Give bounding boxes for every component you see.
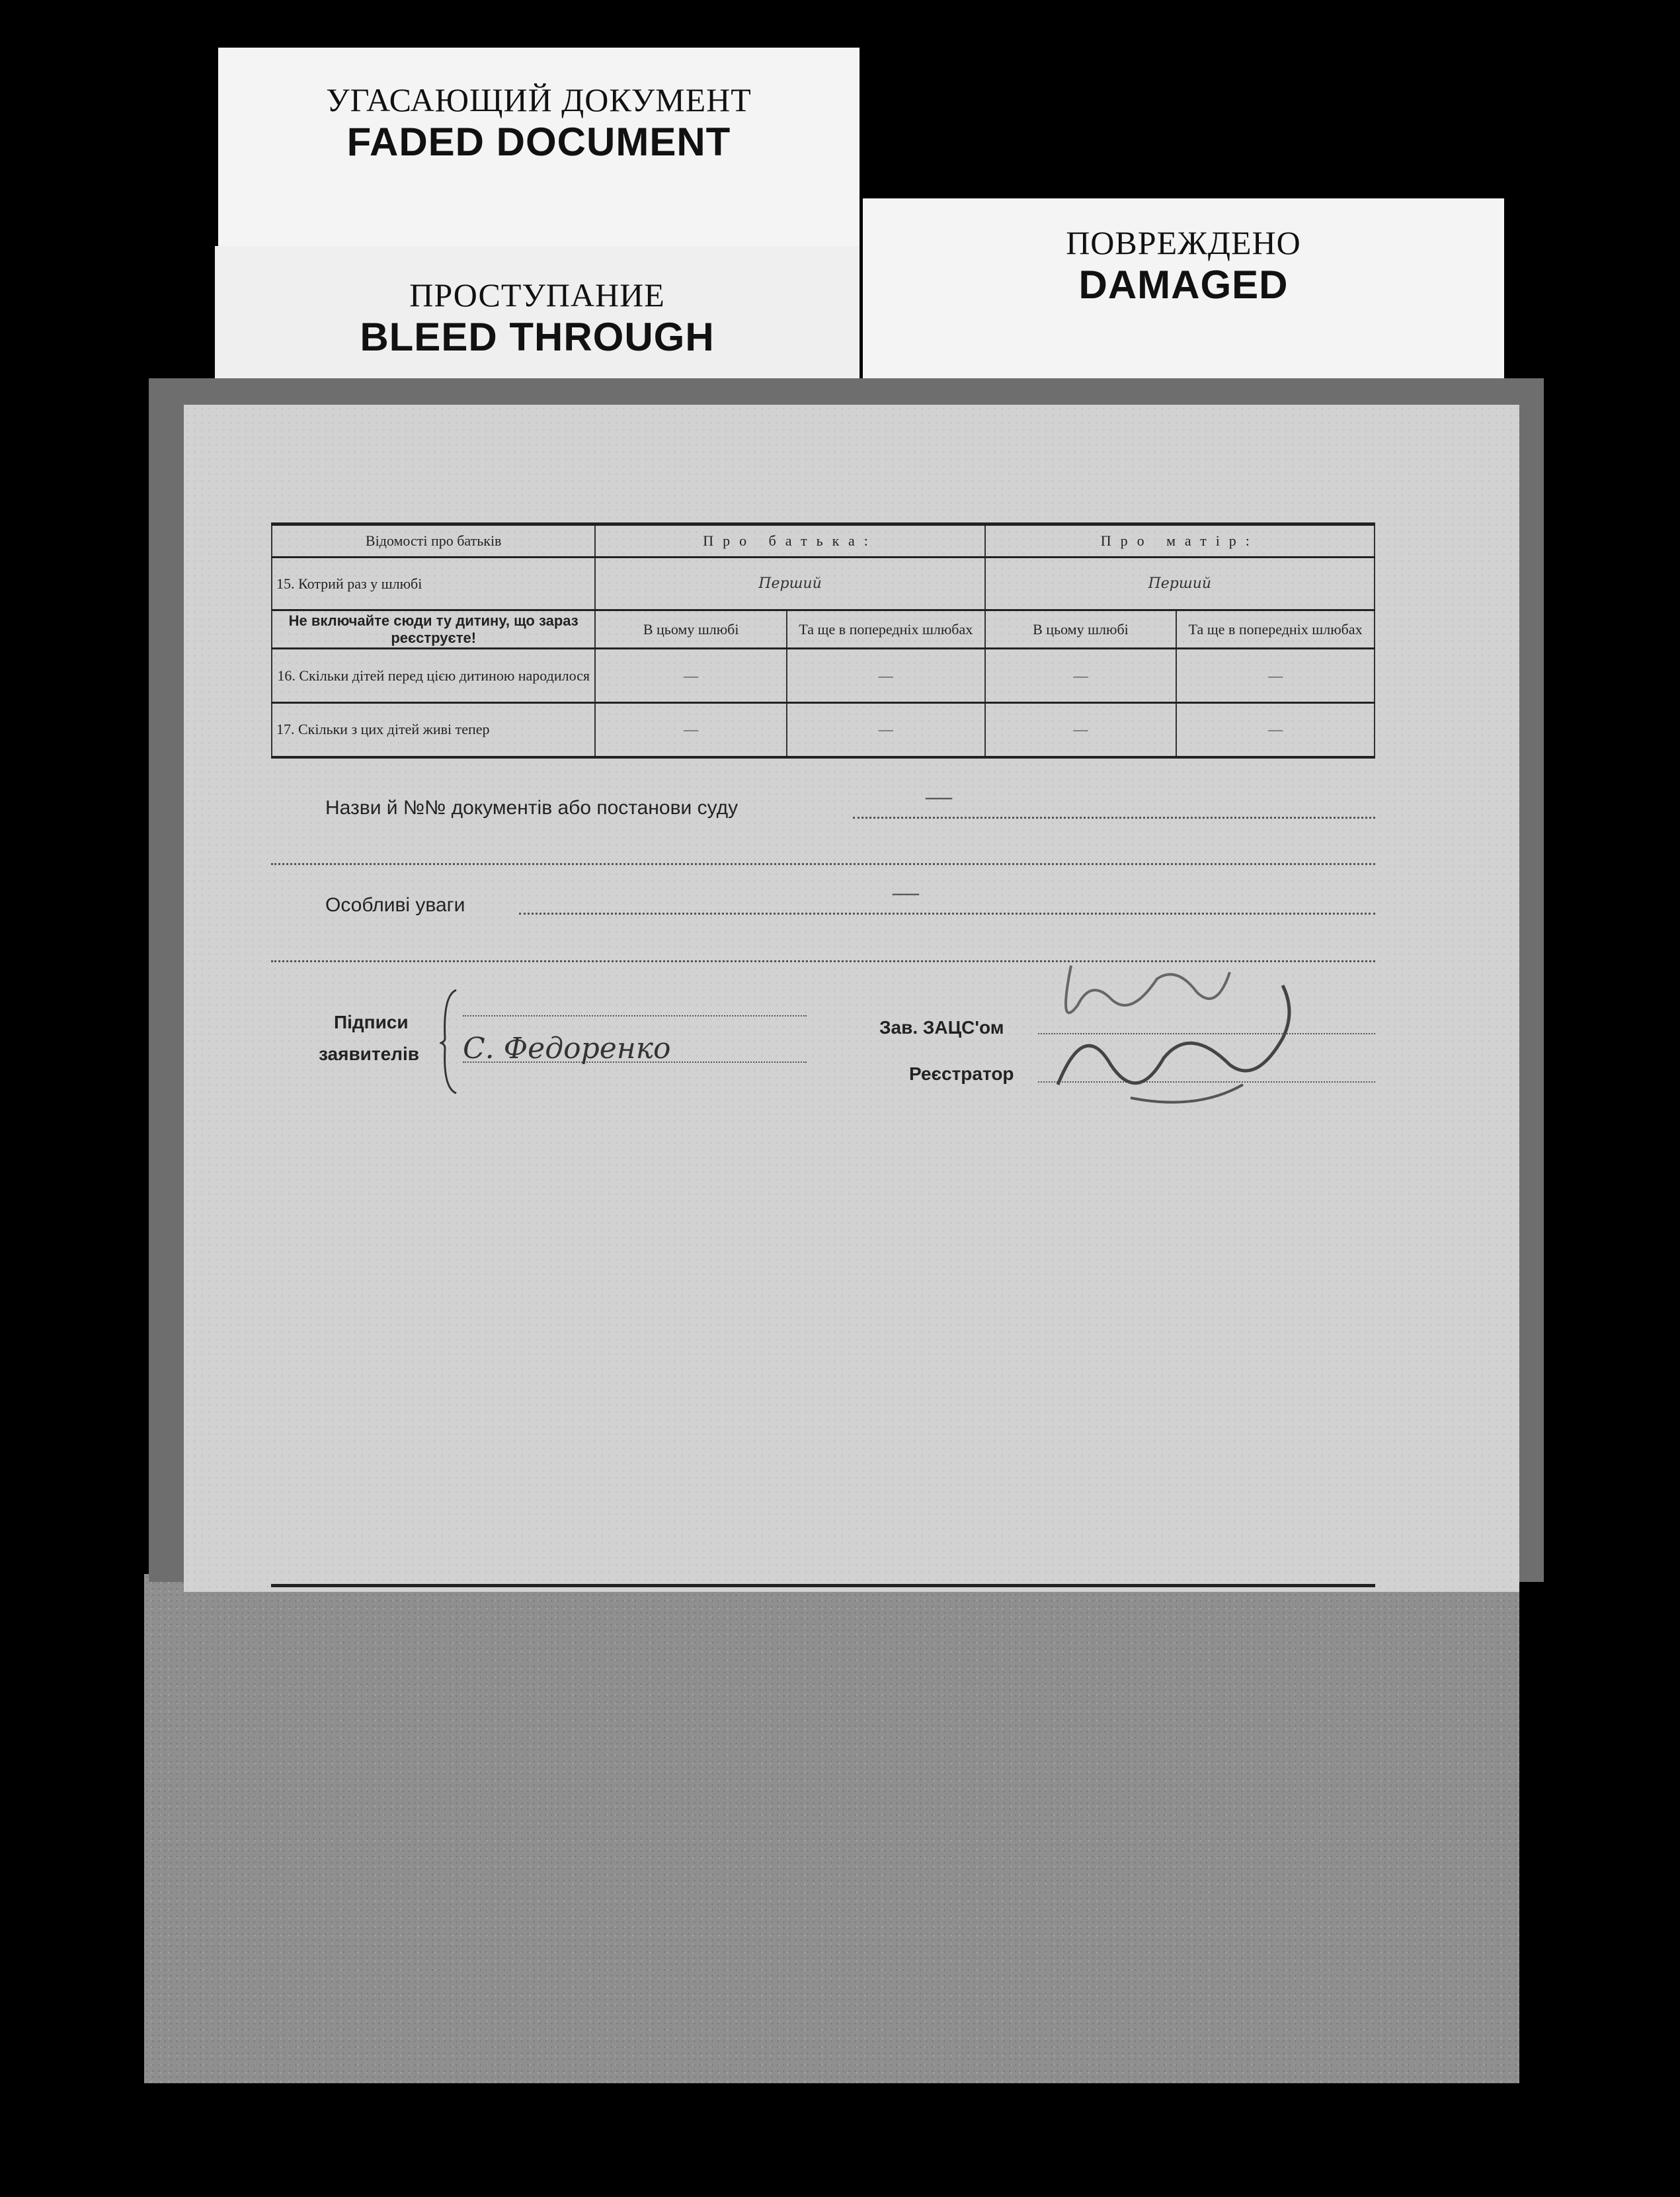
head-label: Зав. ЗАЦС'ом (879, 1017, 1004, 1038)
parents-info-table (271, 522, 1375, 759)
row16-label: 16. Скільки дітей перед цією дитиною народилося (272, 649, 595, 703)
row17-value-3: — (985, 703, 1177, 757)
documents-line-2 (271, 863, 1375, 865)
row15-label: 15. Котрий раз у шлюбі (272, 558, 595, 610)
row16-value-3: — (985, 649, 1177, 703)
notes-label: Особливі уваги (325, 894, 465, 916)
applicant-signature: С. Федоренко (463, 1032, 671, 1065)
registrar-label: Реєстратор (909, 1063, 1014, 1084)
header-parents-info: Відомості про батьків (272, 524, 595, 558)
applicants-brace (440, 989, 460, 1095)
exclude-note: Не включайте сюди ту дитину, що зараз реєструєте! (272, 610, 595, 649)
damaged-card (863, 198, 1504, 397)
cardboard-folder (144, 1574, 1519, 2083)
bleed-label-en: BLEED THROUGH (360, 315, 715, 359)
documents-label: Назви й №№ документів або постанови суду (325, 797, 739, 819)
bleed-through-card (215, 246, 860, 392)
father-this-marriage: В цьому шлюбі (595, 610, 787, 649)
notes-value: — (893, 877, 919, 907)
documents-line (853, 817, 1375, 819)
row17-value-1: — (595, 703, 787, 757)
header-father: Про батька: (595, 524, 984, 558)
notes-line (519, 913, 1375, 915)
page-bottom-rule (271, 1584, 1375, 1587)
row17-value-2: — (787, 703, 985, 757)
applicants-label-2: заявителів (319, 1044, 419, 1064)
row16-value-2: — (787, 649, 985, 703)
applicant-line-1 (463, 1015, 807, 1016)
header-mother: Про матір: (985, 524, 1375, 558)
row16-value-1: — (595, 649, 787, 703)
damaged-label-en: DAMAGED (1078, 263, 1289, 307)
mother-prev-marriages: Та ще в попередніх шлюбах (1176, 610, 1375, 649)
faded-label-en: FADED DOCUMENT (346, 120, 731, 164)
row15-father-value: Перший (595, 558, 984, 610)
mother-this-marriage: В цьому шлюбі (985, 610, 1177, 649)
row17-value-4: — (1176, 703, 1375, 757)
row16-value-4: — (1176, 649, 1375, 703)
applicants-label-1: Підписи (334, 1012, 409, 1032)
damaged-label-ru: ПОВРЕЖДЕНО (1066, 224, 1301, 261)
faded-label-ru: УГАСАЮЩИЙ ДОКУМЕНТ (326, 81, 752, 118)
row15-mother-value: Перший (985, 558, 1375, 610)
documents-value: — (926, 781, 952, 811)
bleed-label-ru: ПРОСТУПАНИЕ (409, 276, 665, 313)
row17-label: 17. Скільки з цих дітей живі тепер (272, 703, 595, 757)
official-signatures (1031, 952, 1336, 1124)
father-prev-marriages: Та ще в попередніх шлюбах (787, 610, 985, 649)
faded-document-card (218, 48, 860, 266)
